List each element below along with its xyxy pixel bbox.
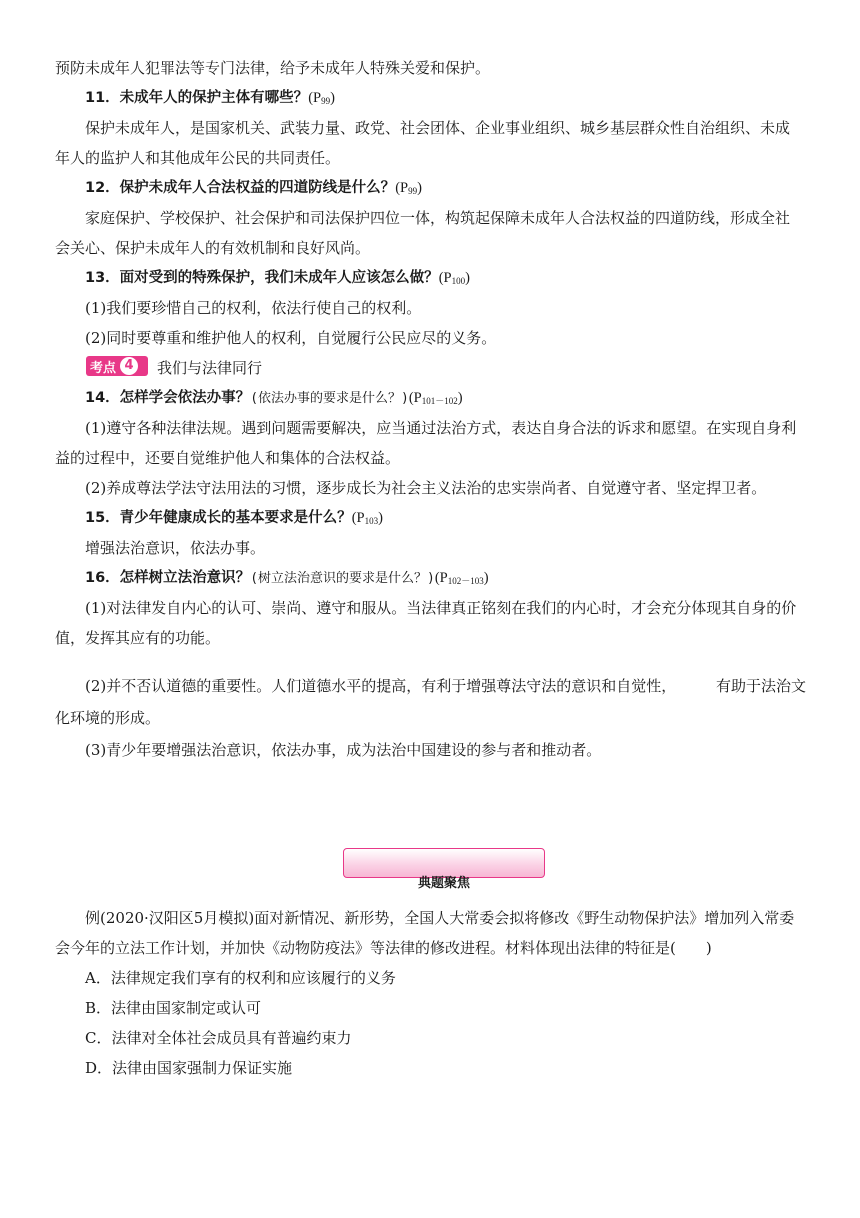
page-number: 99 [408, 186, 418, 196]
page-number: 99 [321, 96, 331, 106]
question-13 [85, 268, 470, 291]
page-ref: $(P_{103})$ [351, 510, 383, 526]
example-line: 例(2020·汉阳区5月模拟)面对新情况、新形势，全国人大常委会拟将修改《野生动物保护法》增加列入常委 [85, 909, 795, 927]
question-text: 11．未成年人的保护主体有哪些？ [85, 90, 309, 106]
topic-badge [86, 356, 148, 376]
page-number: 103 [364, 516, 379, 526]
banner-title: 典题聚焦 [417, 876, 470, 891]
page-ref: $(P_{99})$ [395, 180, 422, 196]
page-number: 102－103 [447, 576, 484, 586]
page-ref: $(P_{102-103})$ [434, 570, 489, 586]
question-text: 15．青少年健康成长的基本要求是什么？ [85, 510, 352, 526]
answer-line: 增强法治意识，依法办事。 [85, 539, 266, 557]
answer-line: 益的过程中，还要自觉维护他人和集体的合法权益。 [55, 449, 401, 467]
page-ref: $(P_{99})$ [308, 90, 335, 106]
question-11 [85, 88, 335, 111]
option-d: D．法律由国家强制力保证实施 [85, 1059, 293, 1077]
section-title: 我们与法律同行 [157, 359, 263, 377]
page-ref: $(P_{100})$ [438, 270, 470, 286]
answer-line: (2)同时要尊重和维护他人的权利，自觉履行公民应尽的义务。 [85, 329, 497, 347]
answer-line: (3)青少年要增强法治意识，依法办事，成为法治中国建设的参与者和推动者。 [85, 741, 602, 759]
option-b: B．法律由国家制定或认可 [85, 999, 262, 1017]
answer-line: (1)我们要珍惜自己的权利，依法行使自己的权利。 [85, 299, 422, 317]
question-text: 13．面对受到的特殊保护，我们未成年人应该怎么做？ [85, 270, 439, 286]
question-12 [85, 178, 422, 201]
page-number: 100 [451, 276, 466, 286]
question-alt: (树立法治意识的要求是什么？) [250, 571, 435, 586]
question-16 [85, 568, 489, 591]
answer-line: (2)养成尊法学法守法用法的习惯，逐步成长为社会主义法治的忠实崇尚者、自觉遵守者、坚定捍卫者。 [85, 479, 767, 497]
question-14 [85, 388, 463, 411]
question-text: 14．怎样学会依法办事？ [85, 390, 251, 406]
answer-line: 家庭保护、学校保护、社会保护和司法保护四位一体，构筑起保障未成年人合法权益的四道防线，形成全社 [85, 209, 791, 227]
answer-line: 化环境的形成。 [55, 709, 161, 727]
answer-line: (1)遵守各种法律法规。遇到问题需要解决，应当通过法治方式，表达自身合法的诉求和愿望。在实现自身利 [85, 419, 797, 437]
question-15 [85, 508, 383, 531]
question-text: 12．保护未成年人合法权益的四道防线是什么？ [85, 180, 396, 196]
example-line: 会今年的立法工作计划，并加快《动物防疫法》等法律的修改进程。材料体现出法律的特征是( ) [55, 939, 712, 957]
question-text: 16．怎样树立法治意识？ [85, 570, 251, 586]
option-c: C．法律对全体社会成员具有普遍约束力 [85, 1029, 352, 1047]
answer-line: (2)并不否认道德的重要性。人们道德水平的提高，有利于增强尊法守法的意识和自觉性， [85, 677, 677, 695]
badge-label: 考点 [90, 360, 117, 376]
answer-line: 有助于法治文 [716, 677, 807, 695]
page-number: 101－102 [421, 396, 458, 406]
answer-line: 值，发挥其应有的功能。 [55, 629, 221, 647]
option-a: A．法律规定我们享有的权利和应该履行的义务 [85, 969, 396, 987]
text-line: 预防未成年人犯罪法等专门法律，给予未成年人特殊关爱和保护。 [55, 59, 491, 77]
answer-line: 年人的监护人和其他成年公民的共同责任。 [55, 149, 341, 167]
badge-number: 4 [120, 357, 138, 375]
answer-line: (1)对法律发自内心的认可、崇尚、遵守和服从。当法律真正铭刻在我们的内心时，才会充分体现其自身的价 [85, 599, 797, 617]
answer-line: 会关心、保护未成年人的有效机制和良好风尚。 [55, 239, 371, 257]
answer-line: 保护未成年人，是国家机关、武装力量、政党、社会团体、企业事业组织、城乡基层群众性自治组织、未成 [85, 119, 791, 137]
page-ref: $(P_{101-102})$ [408, 390, 463, 406]
question-alt: (依法办事的要求是什么？) [250, 391, 409, 406]
